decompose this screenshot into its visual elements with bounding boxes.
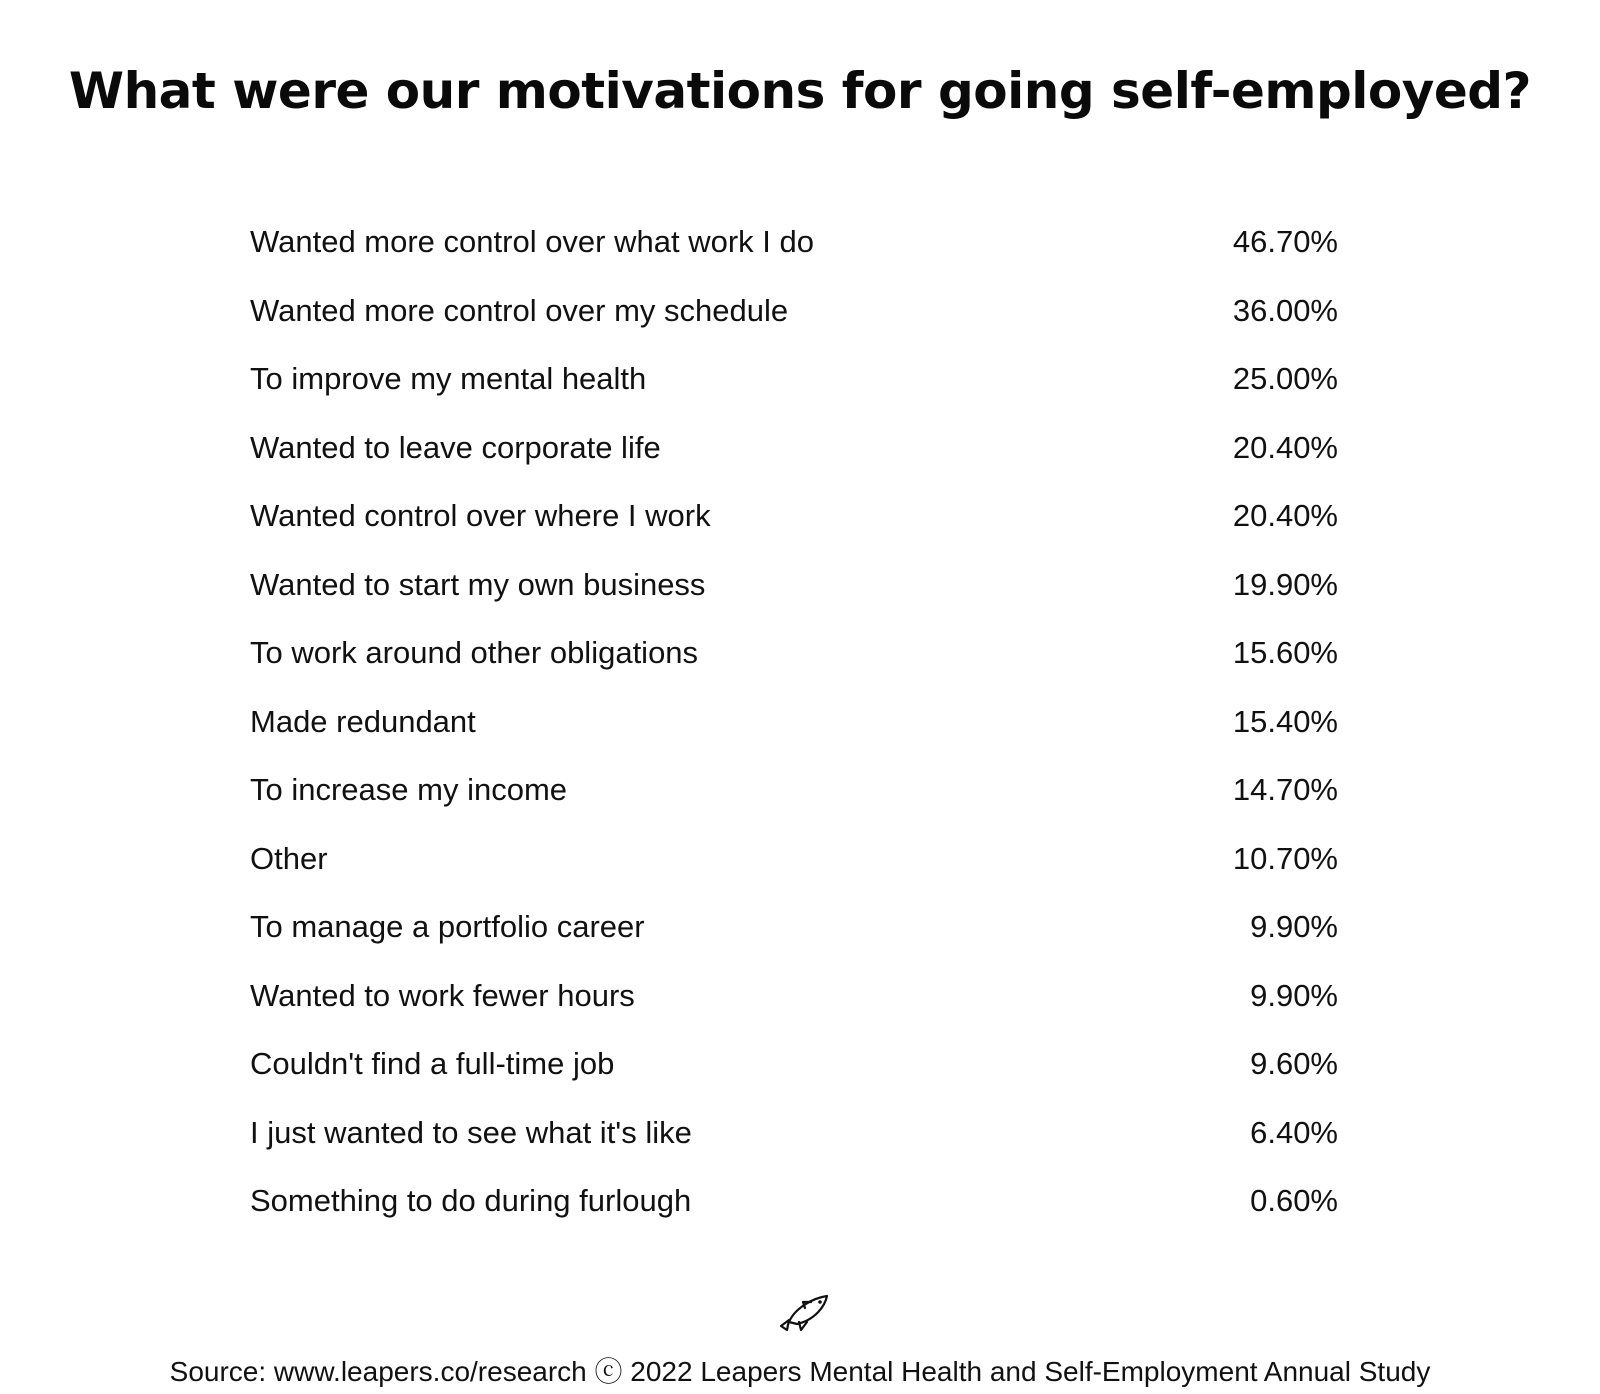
row-value: 15.60% bbox=[1232, 635, 1338, 671]
row-value: 9.90% bbox=[1250, 977, 1338, 1013]
row-label: Couldn't find a full-time job bbox=[250, 1046, 615, 1082]
row-label: Other bbox=[250, 840, 328, 876]
row-value: 15.40% bbox=[1232, 703, 1338, 739]
table-row bbox=[250, 1099, 1338, 1168]
row-label: Wanted to leave corporate life bbox=[250, 429, 661, 465]
table-row bbox=[250, 1030, 1338, 1099]
table-row bbox=[250, 414, 1338, 483]
row-value: 9.90% bbox=[1250, 909, 1338, 945]
table-row bbox=[250, 756, 1338, 825]
row-label: Wanted to work fewer hours bbox=[250, 977, 635, 1013]
table-row bbox=[250, 208, 1338, 277]
row-label: Wanted to start my own business bbox=[250, 566, 706, 602]
table-row bbox=[250, 345, 1338, 414]
row-value: 9.60% bbox=[1250, 1046, 1338, 1082]
row-label: To increase my income bbox=[250, 772, 568, 808]
table-row bbox=[250, 551, 1338, 620]
row-value: 46.70% bbox=[1232, 224, 1338, 260]
table-row bbox=[250, 619, 1338, 688]
table-row bbox=[250, 962, 1338, 1031]
chart-title: What were our motivations for going self-employed? bbox=[68, 62, 1532, 120]
row-label: I just wanted to see what it's like bbox=[250, 1114, 692, 1150]
row-label: To improve my mental health bbox=[250, 361, 647, 397]
table-row bbox=[250, 825, 1338, 894]
row-value: 0.60% bbox=[1250, 1183, 1338, 1219]
row-value: 25.00% bbox=[1232, 361, 1338, 397]
source-footer: Source: www.leapers.co/research ⓒ 2022 Leapers Mental Health and Self-Employment Annual Study bbox=[169, 1356, 1431, 1387]
motivations-table bbox=[250, 208, 1338, 1236]
row-value: 10.70% bbox=[1232, 840, 1338, 876]
row-label: Wanted control over where I work bbox=[250, 498, 711, 534]
row-value: 20.40% bbox=[1232, 498, 1338, 534]
table-row bbox=[250, 893, 1338, 962]
row-value: 36.00% bbox=[1232, 292, 1338, 328]
row-label: Wanted more control over my schedule bbox=[250, 292, 789, 328]
row-label: Wanted more control over what work I do bbox=[250, 224, 814, 260]
row-value: 19.90% bbox=[1232, 566, 1338, 602]
row-label: To work around other obligations bbox=[250, 635, 699, 671]
table-row bbox=[250, 1167, 1338, 1236]
table-row bbox=[250, 482, 1338, 551]
row-value: 14.70% bbox=[1232, 772, 1338, 808]
table-row bbox=[250, 277, 1338, 346]
row-value: 20.40% bbox=[1232, 429, 1338, 465]
table-row bbox=[250, 688, 1338, 757]
row-label: To manage a portfolio career bbox=[250, 909, 645, 945]
fish-logo-icon bbox=[775, 1290, 835, 1336]
row-label: Made redundant bbox=[250, 703, 476, 739]
row-value: 6.40% bbox=[1250, 1114, 1338, 1150]
row-label: Something to do during furlough bbox=[250, 1183, 692, 1219]
